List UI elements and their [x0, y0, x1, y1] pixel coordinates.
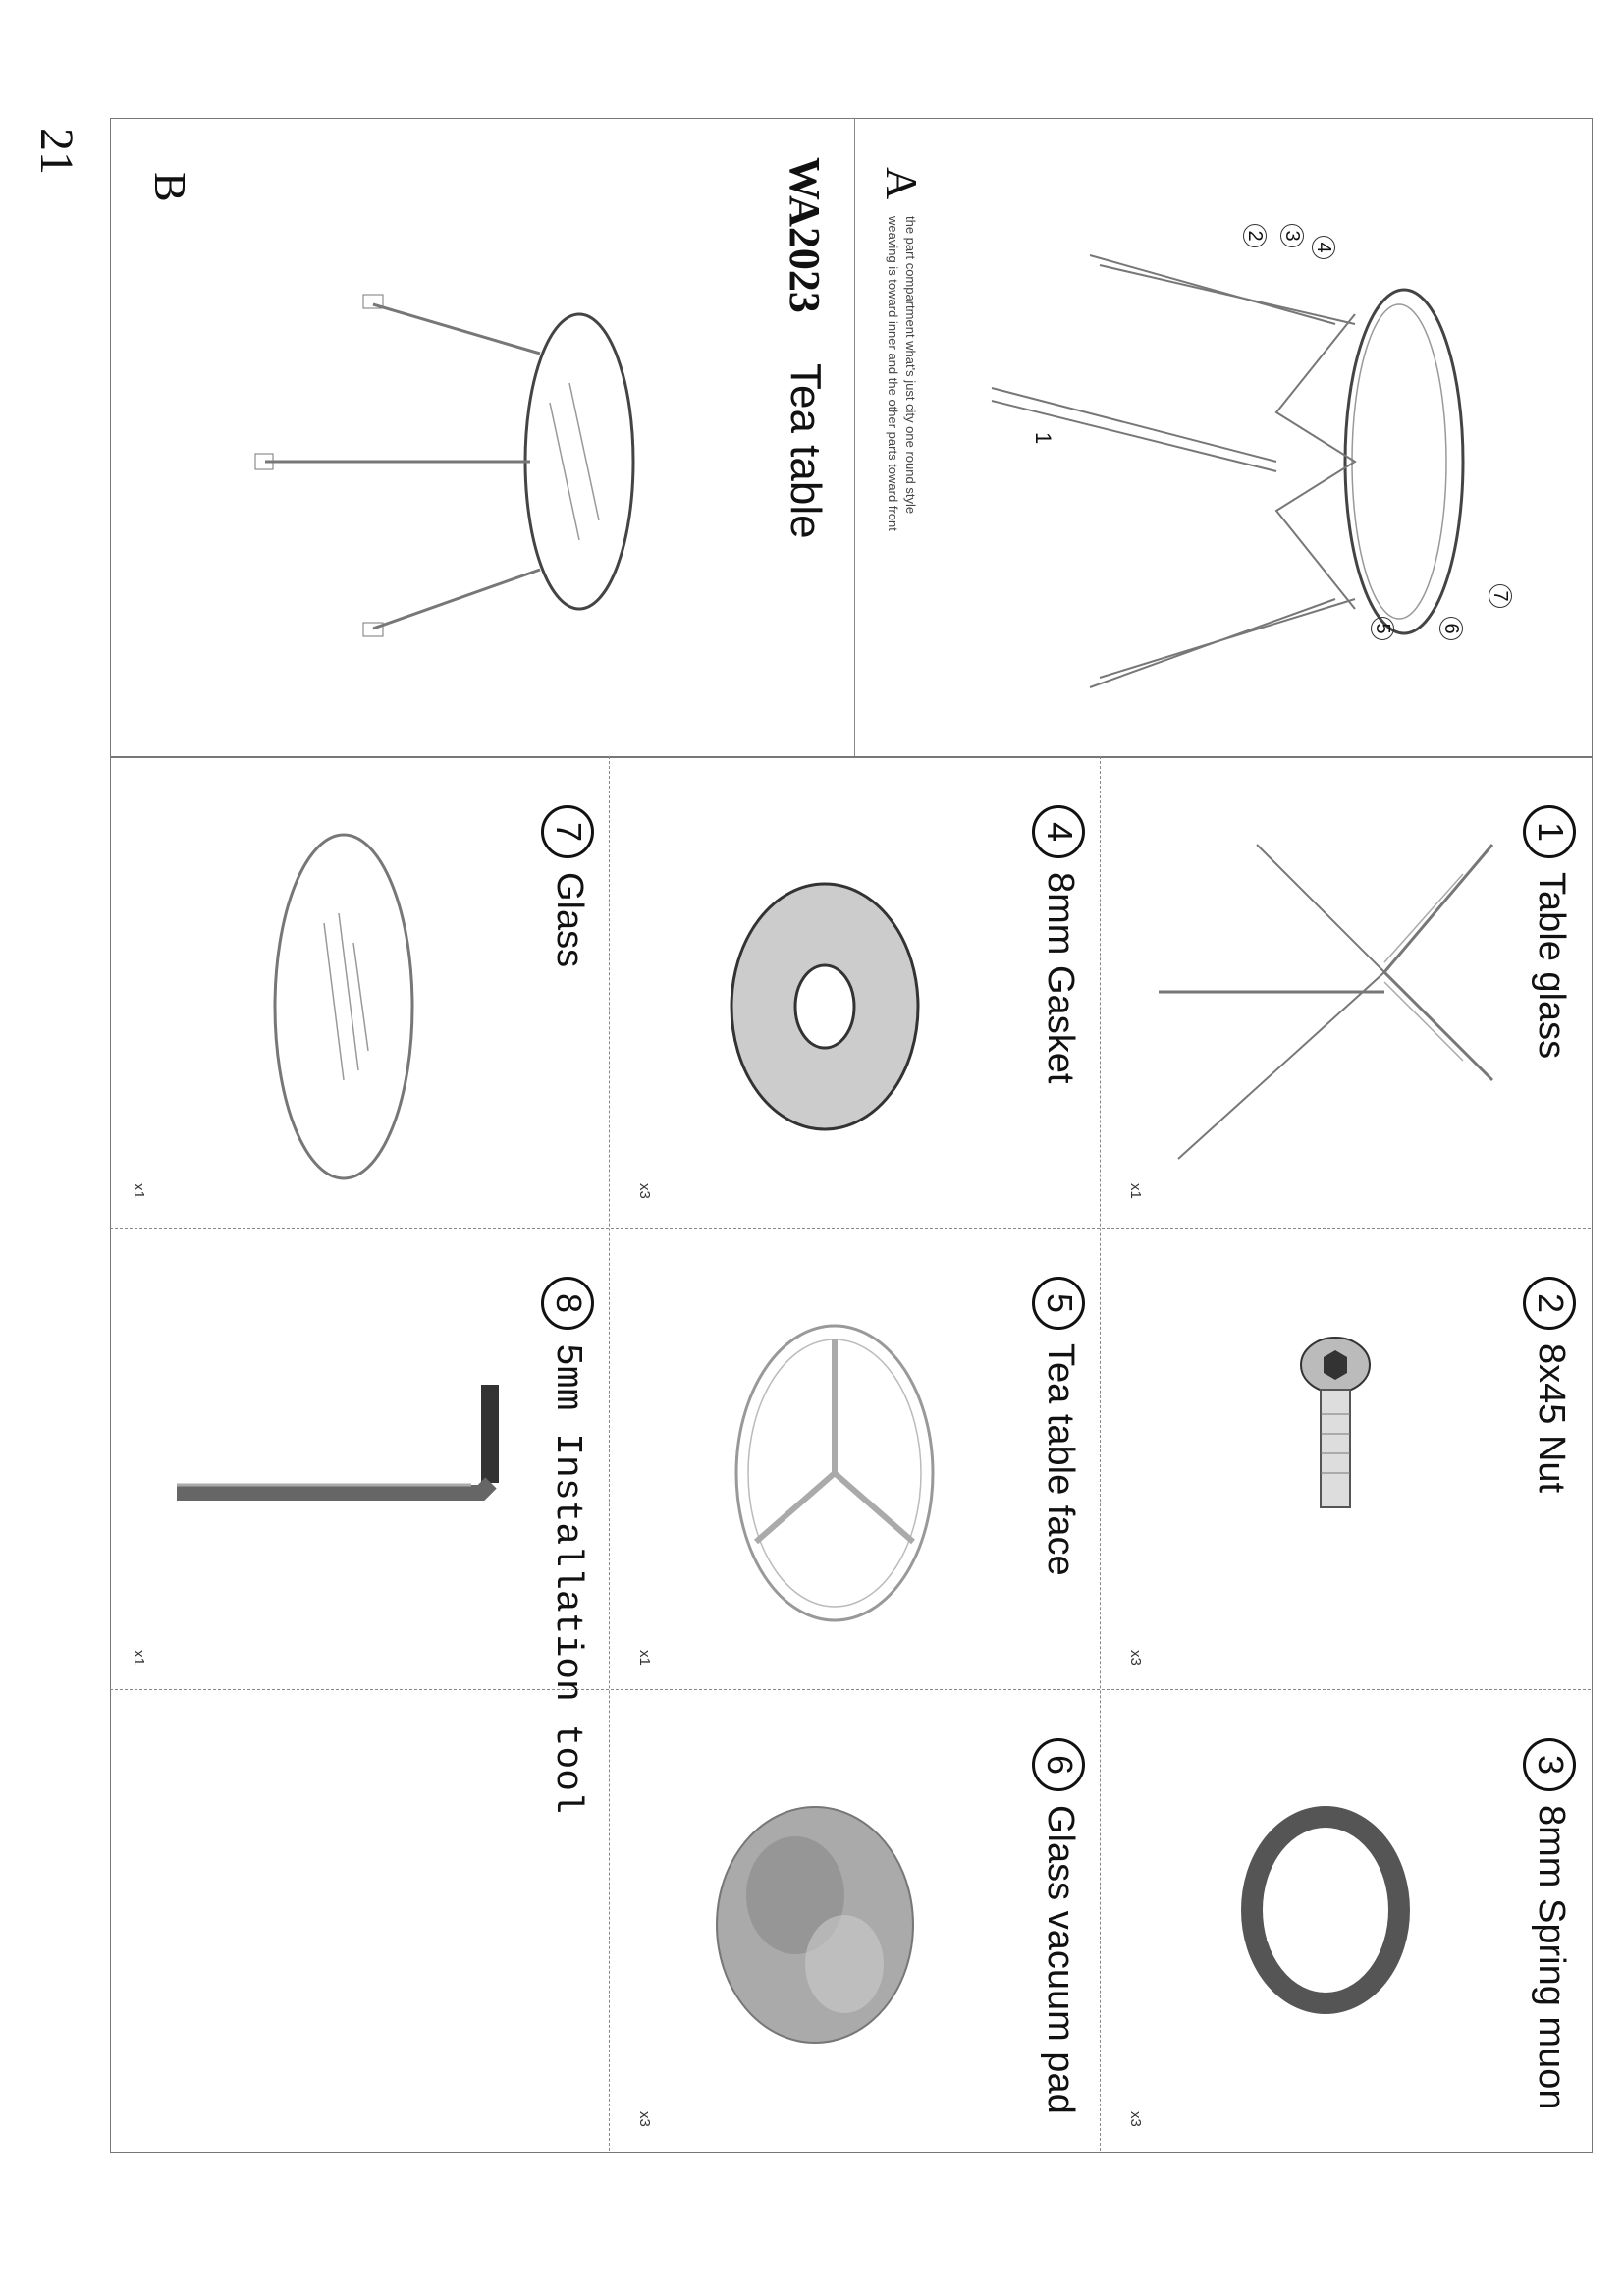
- gasket-drawing: [717, 874, 933, 1139]
- table-face-drawing: [727, 1316, 943, 1630]
- grid-col-line-1: [609, 756, 610, 2151]
- grid-col-line-2: [1100, 756, 1101, 2151]
- section-a-letter: A: [877, 167, 927, 200]
- part-6-label: Glass vacuum pad: [1039, 1805, 1081, 2114]
- part-7-label: Glass: [548, 872, 590, 968]
- table-top-outline: [1345, 290, 1463, 633]
- part-6-number: 6: [1032, 1738, 1085, 1791]
- callout-5: 5: [1371, 617, 1394, 640]
- grid-row-line-2: [110, 1689, 1591, 1690]
- page-number: 21: [30, 128, 82, 175]
- part-8-qty: x1: [131, 1650, 147, 1666]
- section-b-letter: B: [145, 172, 195, 202]
- part-7-title: [541, 805, 594, 967]
- glass-drawing: [265, 825, 422, 1188]
- part-1-number: 1: [1523, 805, 1576, 858]
- part-2-qty: x3: [1127, 1650, 1144, 1666]
- table-side-view-drawing: [255, 295, 668, 648]
- part-3-title: [1523, 1738, 1576, 2109]
- product-model: WA2023: [781, 157, 829, 313]
- leg-frame-drawing: [1139, 835, 1512, 1169]
- part-8-number: 8: [541, 1277, 594, 1330]
- part-8-title: [541, 1277, 594, 1814]
- part-4-number: 4: [1032, 805, 1085, 858]
- part-7-qty: x1: [131, 1183, 147, 1199]
- part-5-label: Tea table face: [1039, 1343, 1081, 1576]
- part-6-title: [1032, 1738, 1085, 2114]
- part-2-number: 2: [1523, 1277, 1576, 1330]
- spring-washer-drawing: [1237, 1807, 1414, 2013]
- part-5-qty: x1: [636, 1650, 653, 1666]
- part-3-label: 8mm Spring muon: [1530, 1805, 1572, 2110]
- part-1-title: [1523, 805, 1576, 1059]
- part-3-qty: x3: [1127, 2111, 1144, 2127]
- callout-7: 7: [1489, 584, 1512, 608]
- part-4-qty: x3: [636, 1183, 653, 1199]
- part-5-number: 5: [1032, 1277, 1085, 1330]
- vacuum-pad-drawing: [707, 1797, 923, 2052]
- part-2-title: [1523, 1277, 1576, 1493]
- part-1-label: Table glass: [1530, 872, 1572, 1060]
- part-4-title: [1032, 805, 1085, 1083]
- callout-6: 6: [1439, 617, 1463, 640]
- hex-key-drawing: [157, 1375, 520, 1620]
- part-1-qty: x1: [1127, 1183, 1144, 1199]
- part-3-number: 3: [1523, 1738, 1576, 1791]
- grid-row-line-1: [110, 1228, 1591, 1229]
- part-5-title: [1032, 1277, 1085, 1576]
- section-divider: [854, 118, 855, 756]
- part-8-label: 5mm Installation tool: [545, 1343, 588, 1814]
- section-a-note-2: weaving is toward inner and the other parts toward front: [886, 216, 900, 531]
- callout-4: 4: [1312, 236, 1335, 259]
- part-4-label: 8mm Gasket: [1039, 872, 1081, 1084]
- callout-2: 2: [1243, 224, 1267, 247]
- section-a-note-1: the part compartment what's just city one round style: [903, 216, 918, 515]
- callout-1: 1: [1031, 432, 1056, 445]
- bolt-drawing: [1276, 1336, 1394, 1512]
- callout-3: 3: [1280, 224, 1304, 247]
- part-6-qty: x3: [636, 2111, 653, 2127]
- part-7-number: 7: [541, 805, 594, 858]
- part-2-label: 8x45 Nut: [1530, 1343, 1572, 1494]
- product-name: Tea table: [782, 363, 830, 539]
